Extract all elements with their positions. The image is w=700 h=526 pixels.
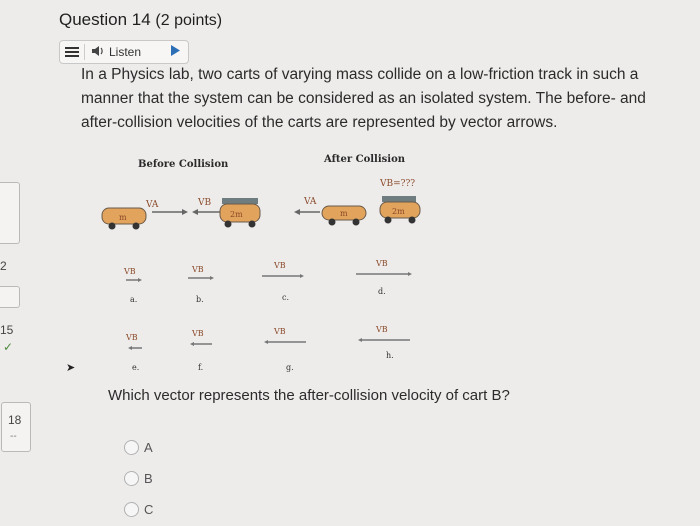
cart-a-before xyxy=(102,208,146,230)
vector-option-g xyxy=(264,327,306,372)
cursor-icon: ➤ xyxy=(66,362,76,374)
vector-option-d xyxy=(356,259,412,296)
collision-diagram xyxy=(88,150,448,385)
svg-text:VB: VB xyxy=(376,259,388,268)
question-nav-strip xyxy=(0,0,38,526)
vector-option-f xyxy=(190,329,212,372)
answer-option-c[interactable] xyxy=(124,502,153,517)
svg-text:VB: VB xyxy=(192,329,204,338)
cart-b-mass: 2m xyxy=(230,210,243,219)
answered-check-icon: ✓ xyxy=(3,340,14,354)
answer-option-a[interactable] xyxy=(124,440,153,455)
cart-b-mass: 2m xyxy=(392,207,405,216)
vector-option-b xyxy=(188,265,214,304)
radio-button[interactable] xyxy=(124,471,139,486)
before-collision-label: Before Collision xyxy=(138,159,229,170)
answer-option-b[interactable] xyxy=(124,471,153,486)
radio-button[interactable] xyxy=(124,502,139,517)
svg-text:g.: g. xyxy=(286,363,294,372)
vector-option-c xyxy=(262,261,304,302)
question-text: In a Physics lab, two carts of varying mass collide on a low-friction track in such a manner that the system can be considered as an isolated system. The before- and after-collision velocities of the carts are represented by vector arrows. xyxy=(81,66,646,131)
question-prompt: Which vector represents the after-collision velocity of cart B? xyxy=(108,387,510,404)
vb-label: VB xyxy=(198,198,212,208)
play-icon[interactable] xyxy=(170,45,180,59)
nav-item-status: -- xyxy=(10,431,17,442)
nav-item-number: 2 xyxy=(0,259,7,273)
question-title xyxy=(59,10,222,30)
question-points: (2 points) xyxy=(155,12,223,29)
radio-button[interactable] xyxy=(124,440,139,455)
vb-unknown-label: VB=??? xyxy=(380,179,416,189)
svg-text:e.: e. xyxy=(132,363,140,372)
nav-item-prev[interactable] xyxy=(0,182,20,244)
listen-button[interactable]: Listen xyxy=(109,45,142,59)
va-label: VA xyxy=(146,200,159,210)
menu-icon[interactable] xyxy=(60,46,84,58)
answer-option-label: A xyxy=(144,440,153,455)
svg-text:VB: VB xyxy=(124,267,136,276)
cart-b-before xyxy=(220,198,260,228)
cart-b-after xyxy=(380,196,420,224)
svg-text:d.: d. xyxy=(378,287,386,296)
cart-a-mass: m xyxy=(340,209,348,218)
svg-text:b.: b. xyxy=(196,295,204,304)
answer-option-label: B xyxy=(144,471,153,486)
vector-option-h xyxy=(358,325,410,360)
vector-option-a xyxy=(123,267,142,304)
answer-option-label: C xyxy=(144,502,154,517)
toolbar-divider xyxy=(84,44,85,60)
svg-text:c.: c. xyxy=(282,293,290,302)
nav-item-current[interactable] xyxy=(1,402,31,452)
question-number: Question 14 xyxy=(59,10,151,29)
nav-item-box[interactable] xyxy=(0,286,20,308)
svg-text:VB: VB xyxy=(126,333,138,342)
svg-text:VB: VB xyxy=(274,261,286,270)
svg-text:VB: VB xyxy=(274,327,286,336)
listen-toolbar xyxy=(59,40,189,64)
nav-item-number: 18 xyxy=(8,413,22,427)
speaker-icon[interactable] xyxy=(91,45,105,60)
svg-text:f.: f. xyxy=(198,363,204,372)
svg-text:a.: a. xyxy=(130,295,138,304)
svg-text:VB: VB xyxy=(192,265,204,274)
after-collision-label: After Collision xyxy=(324,154,406,165)
svg-text:VB: VB xyxy=(376,325,388,334)
nav-item-number: 15 xyxy=(0,323,14,337)
cart-a-mass: m xyxy=(119,213,127,222)
va-after-label: VA xyxy=(304,197,317,207)
cart-a-after xyxy=(322,206,366,226)
svg-text:h.: h. xyxy=(386,351,394,360)
vector-option-e xyxy=(125,333,142,372)
